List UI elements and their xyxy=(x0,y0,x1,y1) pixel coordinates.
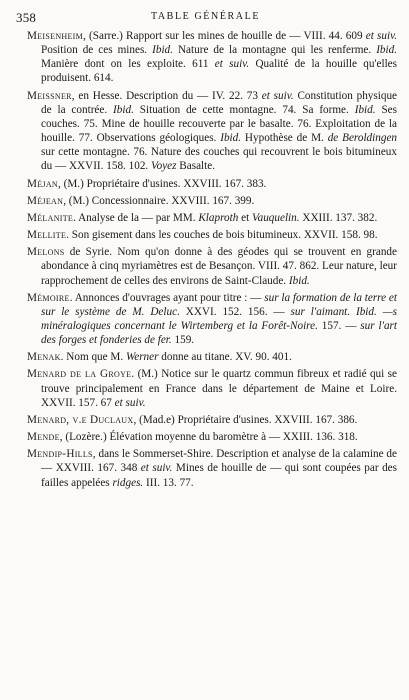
entry-text-italic: Werner xyxy=(125,351,159,364)
entry-text: , (M.) Propriétaire d'usines. XXVIII. 167. 383. xyxy=(58,177,267,190)
entry-text: , en Hesse. Description du — IV. 22. 73 xyxy=(71,89,262,102)
page-number: 358 xyxy=(16,10,37,25)
entry-text-italic: et suiv. xyxy=(214,58,250,71)
entry-text-italic: et suiv. xyxy=(365,30,397,42)
entry-text-italic: Klaproth xyxy=(198,211,239,224)
entry-text-italic: et suiv. xyxy=(114,396,146,409)
entry-text-italic: et suiv. xyxy=(261,89,294,102)
index-entry xyxy=(27,367,397,409)
entry-headword: Mendip-Hills xyxy=(27,448,93,461)
entry-text: . Annonces d'ouvrages ayant pour titre : — xyxy=(69,291,265,304)
entry-headword: Mende xyxy=(27,431,60,444)
entry-text: Constitution physique de la contrée. xyxy=(41,89,397,116)
index-entry xyxy=(27,291,397,348)
index-entry xyxy=(27,413,397,427)
entry-headword: Méjean xyxy=(27,194,64,207)
entry-text: , (Sarre.) Rapport sur les mines de houille de — VIII. 44. 609 xyxy=(83,30,366,42)
entry-text: . Analyse de la — par MM. xyxy=(73,211,199,224)
entry-text: Qualité de la houille qu'elles produisent. 614. xyxy=(41,58,397,85)
entry-text: Manière dont on les exploite. 611 xyxy=(41,58,215,71)
entry-text: de Syrie. Nom qu'on donne à des géodes qui se trouvent en grande abondance à cinq myriamètres est de Besançon. VIII. 47. 862. Leur nature, leur rapprochement de celles des environs de Saint-Claude. xyxy=(41,246,397,287)
entry-text: Hypothèse de M. xyxy=(241,132,328,145)
entry-text-italic: ridges. xyxy=(112,476,144,489)
entry-headword: Menard, v.e Duclaux xyxy=(27,413,134,426)
entry-text: , dans le Sommerset-Shire. Description et analyse de la calamine de — XXVIII. 167. 348 xyxy=(41,448,397,475)
running-title: TABLE GÉNÉRALE xyxy=(150,11,261,22)
entry-headword: Menard de la Groye xyxy=(27,368,132,381)
entry-text: Position de ces mines. xyxy=(41,44,153,57)
entry-text-italic: Ibid. xyxy=(220,132,242,145)
entry-headword: Meisenheim xyxy=(27,30,84,42)
index-entry xyxy=(27,228,397,242)
page-header xyxy=(16,10,395,26)
entry-text: XXVI. 152. 156. — xyxy=(179,305,291,318)
entry-text: , (Lozère.) Élévation moyenne du baromètre à — XXIII. 136. 318. xyxy=(59,431,358,444)
entry-text: donne au titane. XV. 90. 401. xyxy=(158,351,292,364)
entry-text: et xyxy=(238,211,253,224)
entry-text-italic: et suiv. xyxy=(140,462,173,475)
entry-text-italic: Ibid. xyxy=(152,44,173,57)
entry-text-italic: Ibid. xyxy=(376,44,398,57)
entry-text: sur cette montagne. 76. Nature des couches qui recouvrent le bois bitumineux du — XXVII. 158. 102. xyxy=(41,146,397,173)
entry-text-italic: sur l'art des forges et fonderies de fer. xyxy=(41,319,398,347)
entry-headword: Mélanite xyxy=(27,211,74,224)
index-entry xyxy=(27,447,397,489)
entry-text: , (Mad.e) Propriétaire d'usines. XXVIII. 167. 386. xyxy=(133,413,358,426)
entry-text: Mines de houille de — qui sont coupées par des failles appelées xyxy=(41,462,397,489)
index-entry xyxy=(27,211,397,225)
entry-text: 159. xyxy=(171,334,195,347)
entry-headword: Menak xyxy=(27,351,61,364)
entry-text: . Son gisement dans les couches de bois bitumineux. XXVII. 158. 98. xyxy=(66,229,378,242)
index-entry xyxy=(27,89,397,174)
entry-text-italic: de Beroldingen xyxy=(327,132,398,145)
entry-text: Nature de la montagne qui les renferme. xyxy=(172,44,377,57)
index-entries xyxy=(27,29,397,493)
entry-text-italic: Ibid. xyxy=(113,103,134,116)
entry-text: 157. — xyxy=(317,319,361,332)
entry-text: XXIII. 137. 382. xyxy=(299,211,378,224)
entry-text: , (M.) Concessionnaire. XXVIII. 167. 399. xyxy=(63,194,255,207)
entry-text: III. 13. 77. xyxy=(143,476,194,489)
entry-text: Ses couches. 75. Mine de houille recouverte par le basalte. 76. Exploitation de la houille. 77. Observations géologiques. xyxy=(41,103,398,145)
entry-text-italic: Ibid. xyxy=(354,103,376,116)
entry-text: . Nom que M. xyxy=(60,351,126,364)
index-entry xyxy=(27,194,397,208)
entry-headword: Mellite xyxy=(27,229,67,242)
index-entry xyxy=(27,29,397,86)
entry-text-italic: Voyez xyxy=(151,160,177,173)
entry-text: Situation de cette montagne. 74. Sa forme. xyxy=(133,103,355,116)
entry-text-italic: Ibid. xyxy=(288,274,310,287)
entry-headword: Meissner xyxy=(27,89,72,102)
entry-headword: Melons xyxy=(27,246,65,259)
entry-text-italic: Vauquelin. xyxy=(252,211,300,224)
entry-text-italic: sur la formation de la terre et sur le système de M. Deluc. xyxy=(41,291,397,318)
entry-text: Basalte. xyxy=(176,160,216,173)
entry-headword: Méjan xyxy=(27,177,59,190)
index-entry xyxy=(27,177,397,191)
entry-text: . (M.) Notice sur le quartz commun fibreux et radié qui se trouve principalement en France dans le département de Maine et Loire. XXVII. 157. 67 xyxy=(41,368,397,409)
index-entry xyxy=(27,430,397,444)
entry-headword: Mémoire xyxy=(27,291,70,304)
entry-text-italic: sur l'aimant. Ibid. —s minéralogiques concernant le Wirtemberg et la Forêt-Noire. xyxy=(41,305,398,332)
index-entry xyxy=(27,350,397,364)
index-entry xyxy=(27,245,397,287)
